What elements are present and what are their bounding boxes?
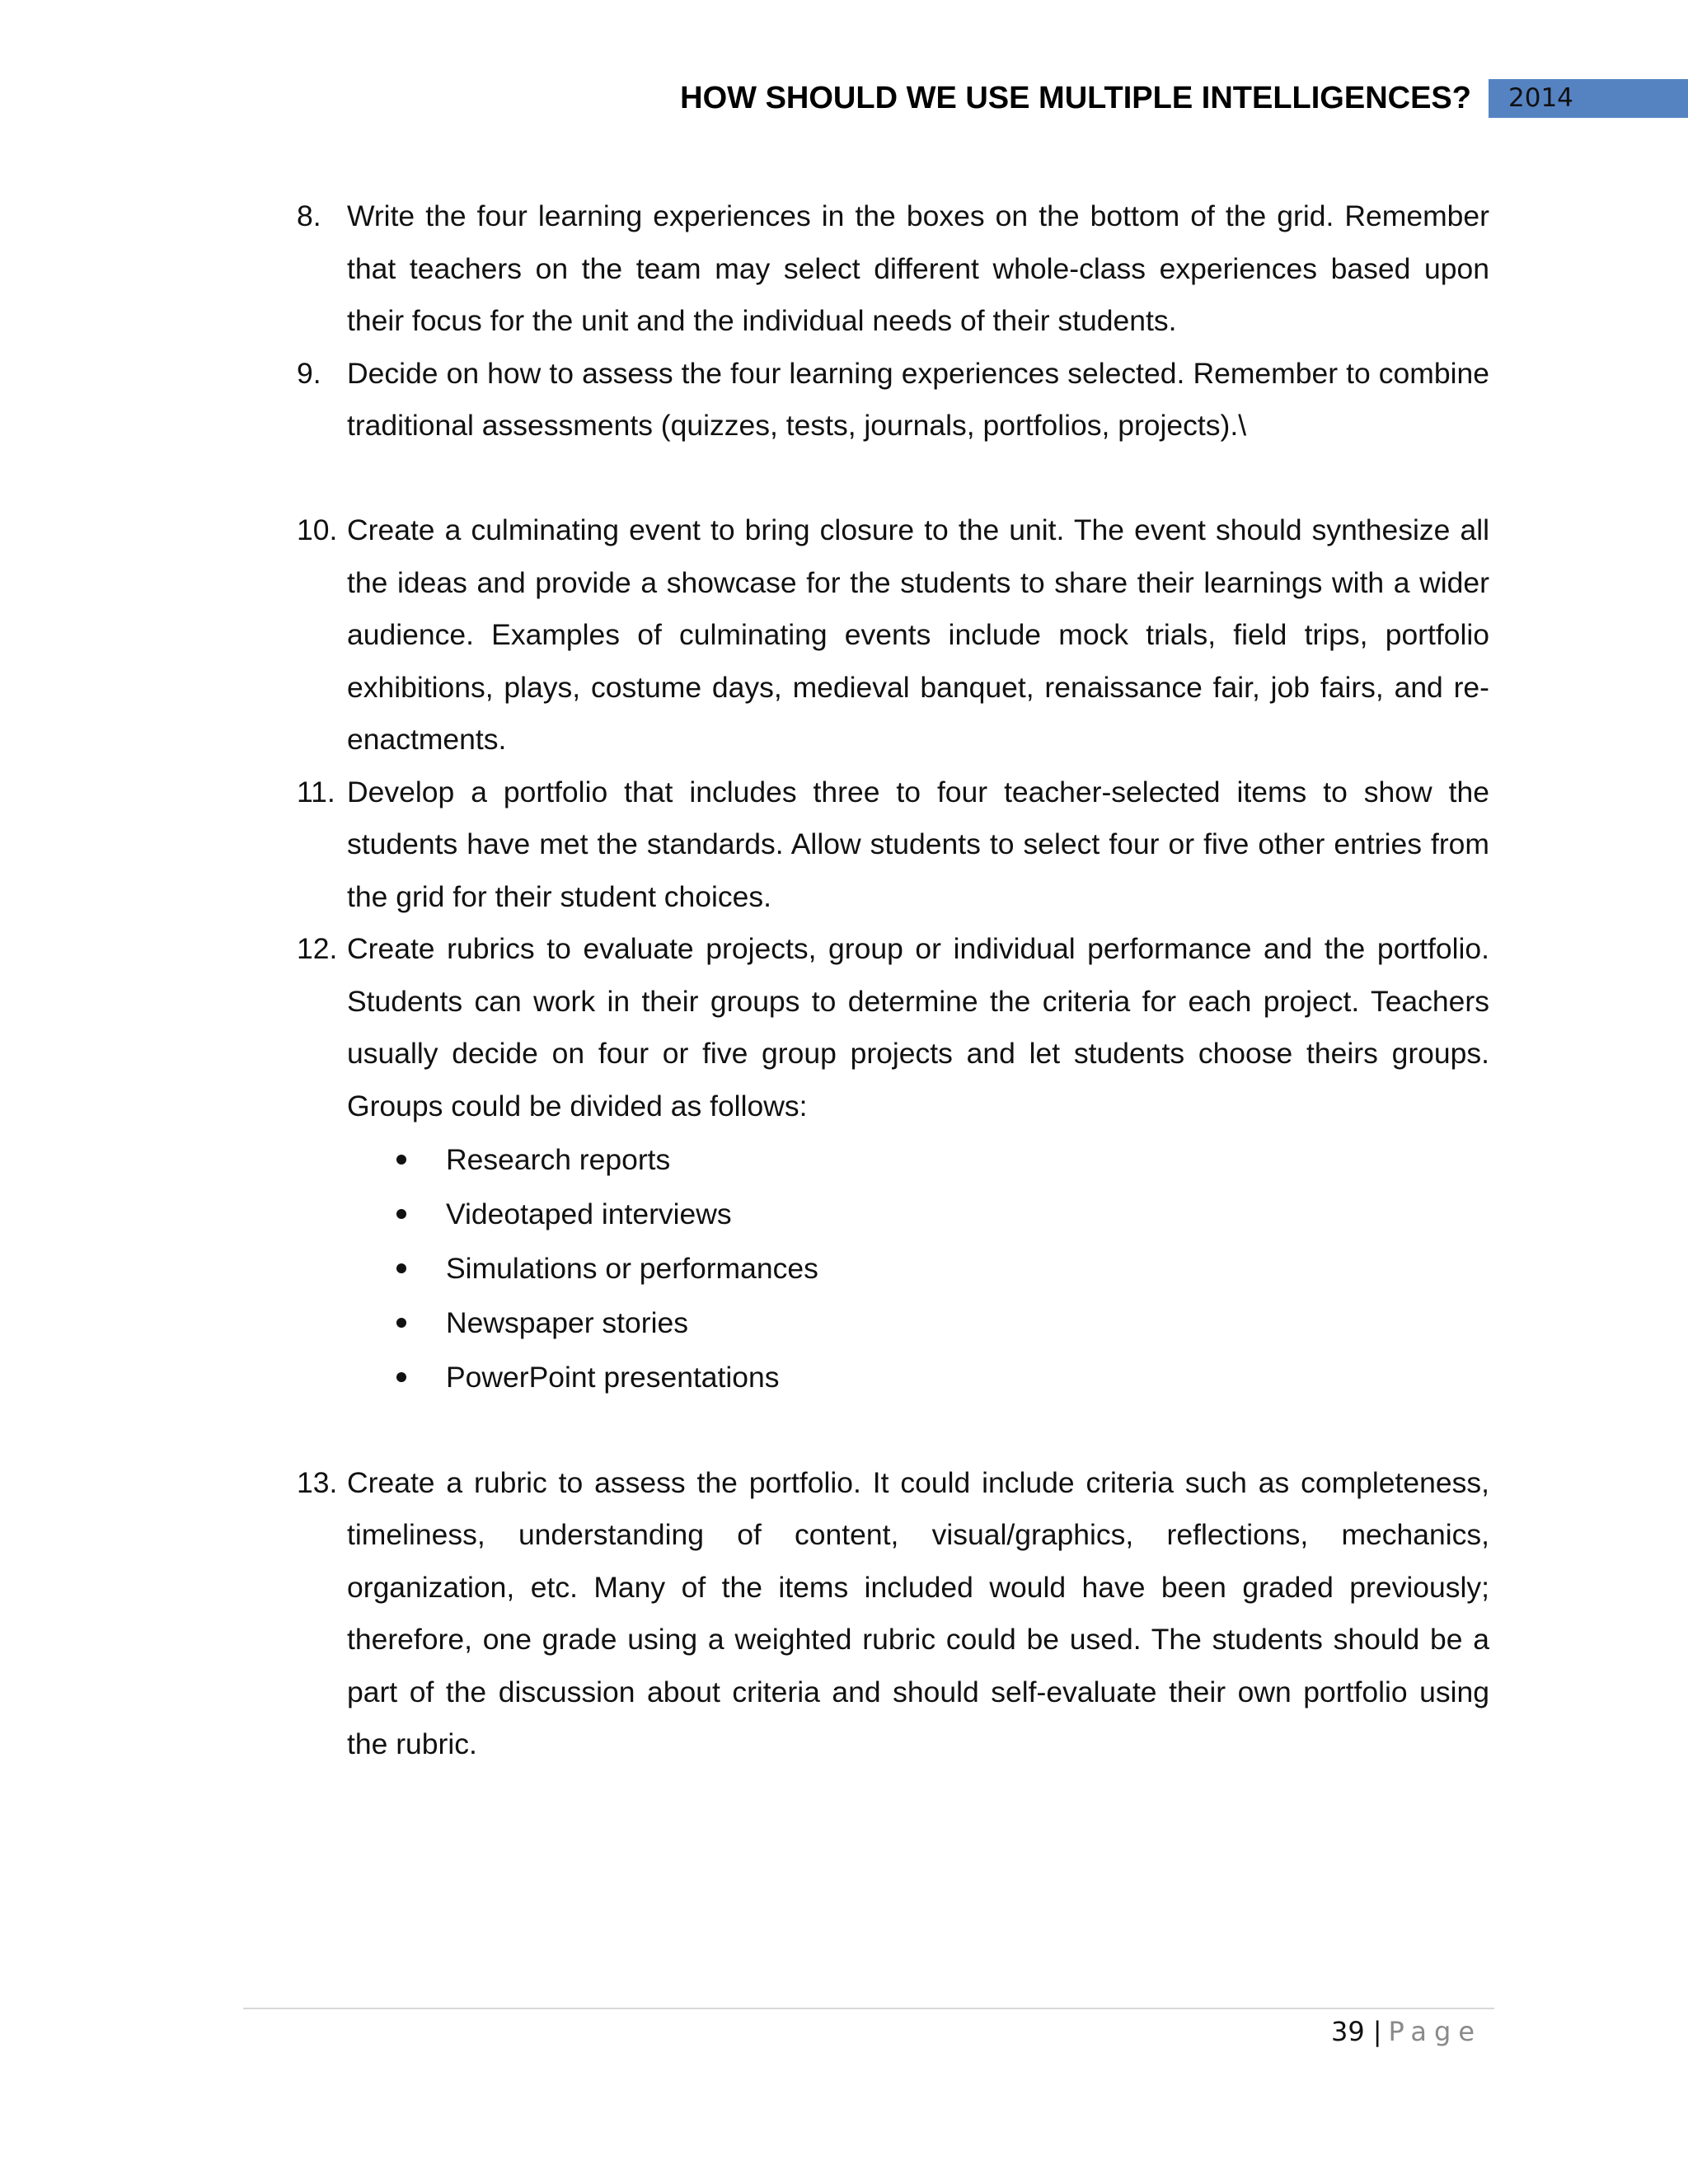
list-item-text: Write the four learning experiences in the boxes on the bottom of the grid. Remember that teachers on the team may select different whole-class experiences based upon their focus for the unit and the individual needs of their students. xyxy=(347,199,1489,337)
list-item-text: Develop a portfolio that includes three to four teacher-selected items to show the students have met the standards. Allow students to select four or five other entries from the grid for their student choices. xyxy=(347,775,1489,913)
bullet-text: Simulations or performances xyxy=(446,1252,818,1285)
paragraph-spacer xyxy=(297,1404,1489,1457)
list-item-11 xyxy=(297,766,1489,924)
bullet-icon xyxy=(396,1372,406,1382)
list-item-text: Create rubrics to evaluate projects, group or individual performance and the portfolio. Students can work in their groups to determine the criteria for each project. Teachers usually decide on four or five group projects and let students choose theirs groups. Groups could be divided as follows: xyxy=(347,932,1489,1122)
list-item-number: 8. xyxy=(297,199,321,232)
running-header-year: 2014 xyxy=(1489,79,1688,118)
bullet-icon xyxy=(396,1155,406,1165)
page-separator: | xyxy=(1372,2016,1382,2047)
bullet-item xyxy=(297,1296,1489,1350)
list-item-text: Create a culminating event to bring closure to the unit. The event should synthesize all the ideas and provide a showcase for the students to share their learnings with a wider audience. Examples of culminating events include mock trials, field trips, portfolio exhibitions, plays, costume days, medieval banquet, renaissance fair, job fairs, and re-enactments. xyxy=(347,513,1489,756)
bullet-icon xyxy=(396,1209,406,1219)
list-item-number: 12. xyxy=(297,932,338,965)
list-item-8 xyxy=(297,190,1489,348)
list-item-12 xyxy=(297,923,1489,1132)
list-item-number: 10. xyxy=(297,513,338,546)
paragraph-spacer xyxy=(297,452,1489,505)
page-label: Page xyxy=(1388,2016,1482,2047)
bullet-text: PowerPoint presentations xyxy=(446,1361,780,1394)
list-item-9 xyxy=(297,348,1489,452)
page-footer xyxy=(1331,2011,1482,2052)
group-options-list xyxy=(297,1132,1489,1404)
bullet-item xyxy=(297,1132,1489,1187)
bullet-item xyxy=(297,1350,1489,1404)
bullet-icon xyxy=(396,1263,406,1273)
bullet-item xyxy=(297,1241,1489,1296)
list-item-text: Create a rubric to assess the portfolio. It could include criteria such as completeness, timeliness, understanding of content, visual/graphics, reflections, mechanics, organization, etc. Many of the items included would have been graded previously; therefore, one grade using a weighted rubric could be used. The students should be a part of the discussion about criteria and should self-evaluate their own portfolio using the rubric. xyxy=(347,1465,1489,1760)
list-item-text: Decide on how to assess the four learning experiences selected. Remember to combine traditional assessments (quizzes, tests, journals, portfolios, projects).\ xyxy=(347,356,1489,442)
list-item-number: 9. xyxy=(297,356,321,390)
bullet-text: Videotaped interviews xyxy=(446,1197,732,1230)
bullet-icon xyxy=(396,1318,406,1328)
bullet-text: Research reports xyxy=(446,1143,671,1176)
page-number: 39 xyxy=(1331,2016,1365,2047)
list-item-10 xyxy=(297,504,1489,766)
running-header-title: HOW SHOULD WE USE MULTIPLE INTELLIGENCES? xyxy=(680,81,1471,115)
bullet-text: Newspaper stories xyxy=(446,1306,688,1339)
list-item-number: 13. xyxy=(297,1465,338,1499)
list-item-number: 11. xyxy=(297,775,335,808)
document-body xyxy=(297,190,1489,1771)
list-item-13 xyxy=(297,1457,1489,1771)
footer-divider xyxy=(243,2008,1494,2009)
bullet-item xyxy=(297,1187,1489,1241)
